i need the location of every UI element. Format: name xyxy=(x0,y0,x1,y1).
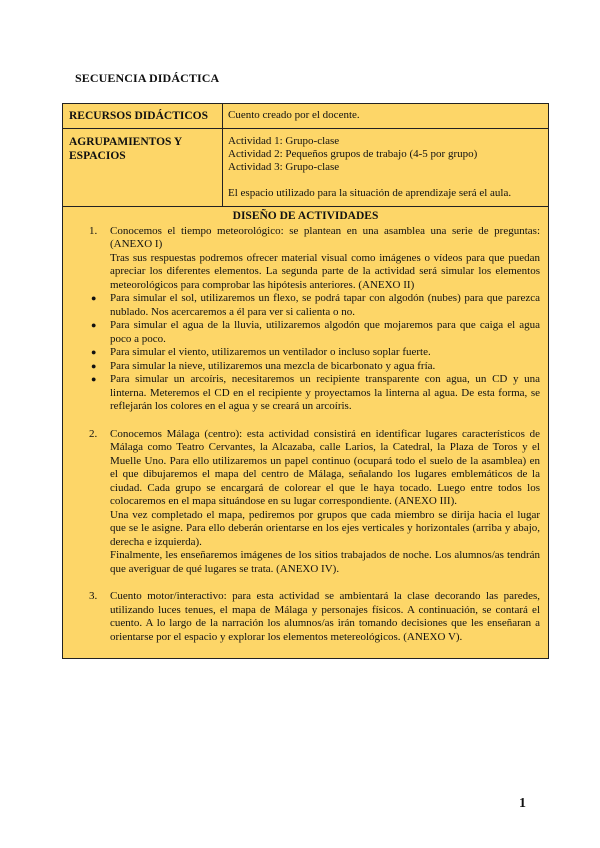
bullet-text: Para simular el agua de la lluvia, utilizaremos algodón que mojaremos para que caiga el agua poco a poco. xyxy=(110,319,540,345)
design-heading: DISEÑO DE ACTIVIDADES xyxy=(232,210,379,222)
grouping-line: Actividad 3: Grupo-clase xyxy=(228,161,340,173)
bullet-item xyxy=(71,292,540,319)
activities-design xyxy=(63,207,548,658)
grouping-space: El espacio utilizado para la situación de aprendizaje será el aula. xyxy=(228,187,512,199)
bullet-item xyxy=(71,373,540,414)
activity-number: 3. xyxy=(89,590,98,602)
sequence-table xyxy=(62,103,549,659)
grouping-line: Actividad 1: Grupo-clase xyxy=(228,135,340,147)
activity-paragraph: Tras sus respuestas podremos ofrecer material visual como imágenes o vídeos para que puedan apreciar los diferentes elementos. La segunda parte de la actividad será simular los elementos meteorológicos para comprobar las hipótesis anteriores. (ANEXO II) xyxy=(110,251,540,291)
bullet-icon: ● xyxy=(91,360,97,371)
bullet-icon: ● xyxy=(91,347,97,357)
page-number: 1 xyxy=(519,796,526,811)
bullet-text: Para simular el viento, utilizaremos un ventilador o incluso soplar fuerte. xyxy=(110,346,431,358)
groupings-label: AGRUPAMIENTOS Y ESPACIOS xyxy=(63,129,223,206)
activity-intro: Conocemos el tiempo meteorológico: se plantean en una asamblea una serie de preguntas: (ANEXO I) xyxy=(110,224,540,250)
bullet-icon: ● xyxy=(91,374,97,384)
bullet-item xyxy=(71,360,540,374)
bullet-text: Para simular el sol, utilizaremos un flexo, se podrá tapar con algodón (nubes) para que parezca nublado. Nos acercaremos a él para ver si calienta o no. xyxy=(110,292,540,318)
bullet-icon: ● xyxy=(91,293,97,303)
resources-value: Cuento creado por el docente. xyxy=(228,109,360,121)
bullet-text: Para simular un arcoíris, necesitaremos un recipiente transparente con agua, un CD y una linterna. Meteremos el CD en el recipiente y proyectamos la linterna al agua. De esta forma, se reflejarán los colores en el agua y se creará un arcoíris. xyxy=(110,373,540,412)
activity-2 xyxy=(71,428,540,509)
activity-paragraph: Una vez completado el mapa, pediremos por grupos que cada miembro se dirija hacia el lugar que se le asigne. Para ello deberán orientarse en los ejes verticales y horizontales (arriba y abajo, derecha e izquierda). xyxy=(110,508,540,548)
activity-number: 1. xyxy=(89,224,98,237)
grouping-line: Actividad 2: Pequeños grupos de trabajo (4-5 por grupo) xyxy=(228,148,478,160)
activity-paragraph: Finalmente, les enseñaremos imágenes de los sitios trabajados de noche. Los alumnos/as tendrán que averiguar de qué lugares se trata. (ANEXO IV). xyxy=(110,549,540,575)
activity-intro: Conocemos Málaga (centro): esta actividad consistirá en identificar lugares característicos de Málaga como Teatro Cervantes, la Alcazaba, calle Larios, la Catedral, la Plaza de Toros y el Muelle Uno. Para ello utilizaremos un papel continuo (ocupará todo el suelo de la asamblea) en el que dibujaremos el mapa del centro de Málaga, señalando los lugares emblemáticos de la ciudad. Cada grupo se encargará de colorear el que le haya tocado. Luego entre todos los colocaremos en el mapa situándose en su lugar correspondiente. (ANEXO III). xyxy=(110,427,540,507)
bullet-item xyxy=(71,346,540,360)
resources-row xyxy=(63,104,548,129)
activity-intro: Cuento motor/interactivo: para esta actividad se ambientará la clase decorando las paredes, utilizando luces tenues, el mapa de Málaga y personajes físicos. A continuación, se contará el cuento. A lo largo de la narración los alumnos/as irán tomando decisiones que les enseñaran a orientarse por el espacio y explorar los elementos metereológicos. (ANEXO V). xyxy=(110,590,540,643)
resources-label: RECURSOS DIDÁCTICOS xyxy=(63,104,223,128)
activity-1 xyxy=(71,225,540,252)
bullet-icon: ● xyxy=(91,320,97,330)
bullet-item xyxy=(71,319,540,346)
activity-number: 2. xyxy=(89,427,98,440)
groupings-row xyxy=(63,129,548,207)
activity-3 xyxy=(71,590,540,644)
groupings-value xyxy=(223,129,548,206)
document-title: SECUENCIA DIDÁCTICA xyxy=(75,71,220,85)
bullet-text: Para simular la nieve, utilizaremos una mezcla de bicarbonato y agua fría. xyxy=(110,359,436,372)
